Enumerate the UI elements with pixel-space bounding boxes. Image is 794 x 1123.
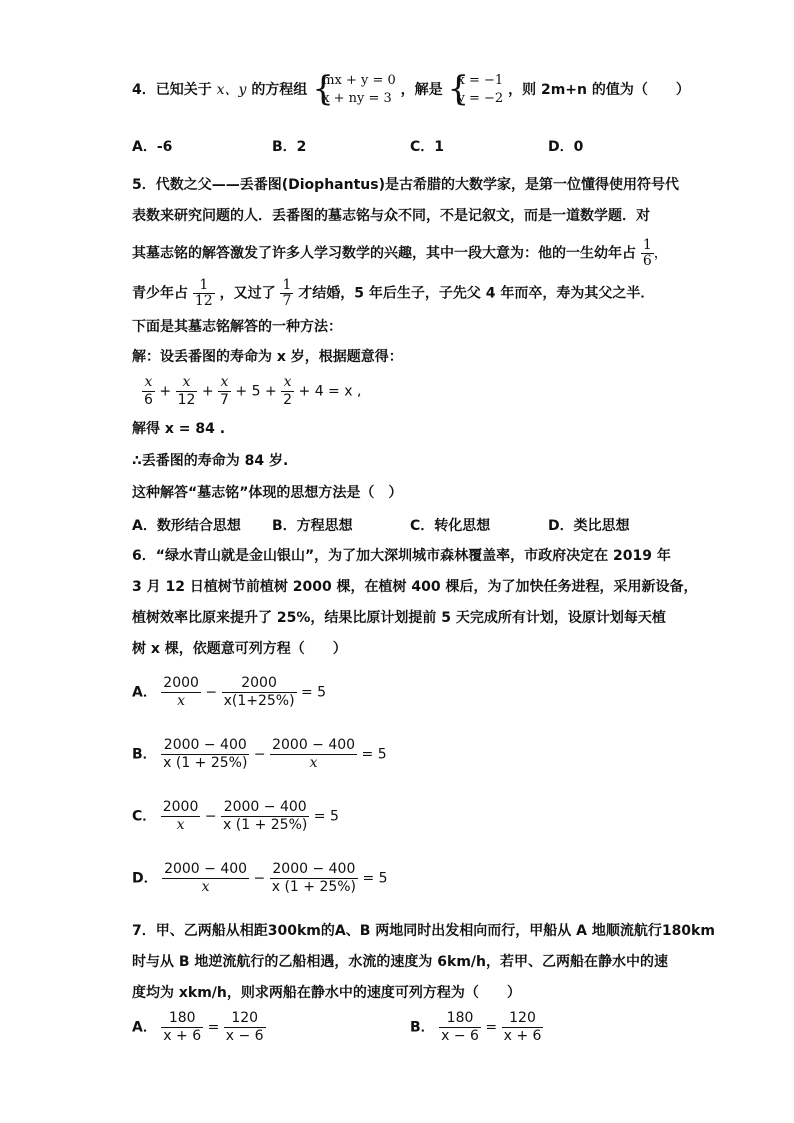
q4-sol-text: ，解是 — [400, 82, 443, 98]
q5-option-c[interactable]: C．转化思想 — [410, 518, 491, 534]
q4-eq2: x + ny = 3 — [322, 91, 392, 106]
q5-solved: 解得 x = 84 . — [132, 421, 226, 437]
q5-conclusion: ∴丢番图的寿命为 84 岁. — [132, 453, 289, 469]
q7-line-1: 7．甲、乙两船从相距300km的A、B 两地同时出发相向而行，甲船从 A 地顺流航行180km — [132, 923, 715, 939]
q5-line-4c: 才结婚，5 年后生子，子先父 4 年而卒，寿为其父之半． — [298, 285, 655, 302]
q4-option-d[interactable]: D．0 — [548, 139, 584, 155]
q6-option-b[interactable]: B． $\frac{2000 - 400}{x (1 + 25\%)}$ − $\frac{2000 - 400}{x}$ = 5 — [132, 737, 387, 771]
q4-sol2: y = −2 — [457, 91, 504, 106]
q4-vars: x、y — [216, 82, 247, 98]
q7-option-b[interactable]: B． $\frac{180}{x - 6}$ = $\frac{120}{x + 6}$ — [410, 1010, 542, 1044]
q5-line-4a: 青少年占 — [132, 285, 188, 302]
q4-option-b[interactable]: B．2 — [272, 139, 307, 155]
q5-line-3: 其墓志铭的解答激发了许多人学习数学的兴趣，其中一段大意为：他的一生幼年占 $\frac{1}{6}$ ， — [132, 237, 668, 269]
q4-solution: { x = −1 y = −2 — [447, 69, 504, 109]
q5-solve-intro: 解：设丢番图的寿命为 x 岁，根据题意得： — [132, 349, 403, 365]
q5-line-1: 5．代数之父——丢番图(Diophantus)是古希腊的大数学家，是第一位懂得使用符号代 — [132, 177, 679, 193]
q5-line-3-text: 其墓志铭的解答激发了许多人学习数学的兴趣，其中一段大意为：他的一生幼年占 — [132, 245, 636, 262]
q5-frac-1-12: $\frac{1}{12}$ — [194, 277, 213, 309]
q4-ask: ，则 2m+n 的值为（ ） — [508, 82, 690, 98]
q6-option-c[interactable]: C． $\frac{2000}{x}$ − $\frac{2000 - 400}{x (1 + 25\%)}$ = 5 — [132, 799, 339, 833]
q5-question: 这种解答“墓志铭”体现的思想方法是（ ） — [132, 485, 403, 501]
q5-equation: $\frac{x}{6}$ + $\frac{x}{12}$ + $\frac{x}{7}$ + 5 + $\frac{x}{2}$ + 4 = x , — [144, 374, 362, 408]
q5-frac-1-7: $\frac{1}{7}$ — [282, 277, 292, 309]
q5-line-2: 表数来研究问题的人．丢番图的墓志铭与众不同，不是记叙文，而是一道数学题．对 — [132, 208, 650, 224]
q5-option-a[interactable]: A．数形结合思想 — [132, 518, 241, 534]
q5-line-4b: ，又过了 — [219, 285, 276, 302]
q6-option-d[interactable]: D． $\frac{2000 - 400}{x}$ − $\frac{2000 - 400}{x (1 + 25\%)}$ = 5 — [132, 861, 388, 895]
q7-option-a[interactable]: A． $\frac{180}{x + 6}$ = $\frac{120}{x - 6}$ — [132, 1010, 264, 1044]
q4-sol1: x = −1 — [457, 73, 504, 88]
q4-stem — [132, 69, 690, 109]
q5-option-d[interactable]: D．类比思想 — [548, 518, 630, 534]
q7-line-2: 时与从 B 地逆流航行的乙船相遇，水流的速度为 6km/h，若甲、乙两船在静水中的速 — [132, 954, 669, 970]
q6-line-3: 植树效率比原来提升了 25%，结果比原计划提前 5 天完成所有计划，设原计划每天植 — [132, 610, 666, 626]
q6-option-a[interactable]: A． $\frac{2000}{x}$ − $\frac{2000}{x(1+25\%)}$ = 5 — [132, 675, 327, 709]
q6-line-4: 树 x 棵，依题意可列方程（ ） — [132, 641, 347, 657]
q4-system: { mx + y = 0 x + ny = 3 — [312, 69, 396, 109]
q4-mid: 的方程组 — [251, 82, 308, 98]
q5-method-intro: 下面是其墓志铭解答的一种方法： — [132, 319, 342, 335]
q7-line-3: 度均为 xkm/h，则求两船在静水中的速度可列方程为（ ） — [132, 985, 521, 1001]
q4-eq1: mx + y = 0 — [322, 73, 396, 88]
q5-line-4 — [132, 278, 654, 309]
q6-line-1: 6．“绿水青山就是金山银山”，为了加大深圳城市森林覆盖率，市政府决定在 2019 年 — [132, 548, 671, 564]
q4-option-c[interactable]: C．1 — [410, 139, 445, 155]
q6-line-2: 3 月 12 日植树节前植树 2000 棵，在植树 400 棵后，为了加快任务进程，采用新设备， — [132, 579, 698, 595]
q5-option-b[interactable]: B．方程思想 — [272, 518, 353, 534]
q4-prefix: 4．已知关于 — [132, 82, 212, 98]
q5-frac-1-6: $\frac{1}{6}$ — [642, 237, 652, 269]
q4-option-a[interactable]: A．-6 — [132, 139, 173, 155]
